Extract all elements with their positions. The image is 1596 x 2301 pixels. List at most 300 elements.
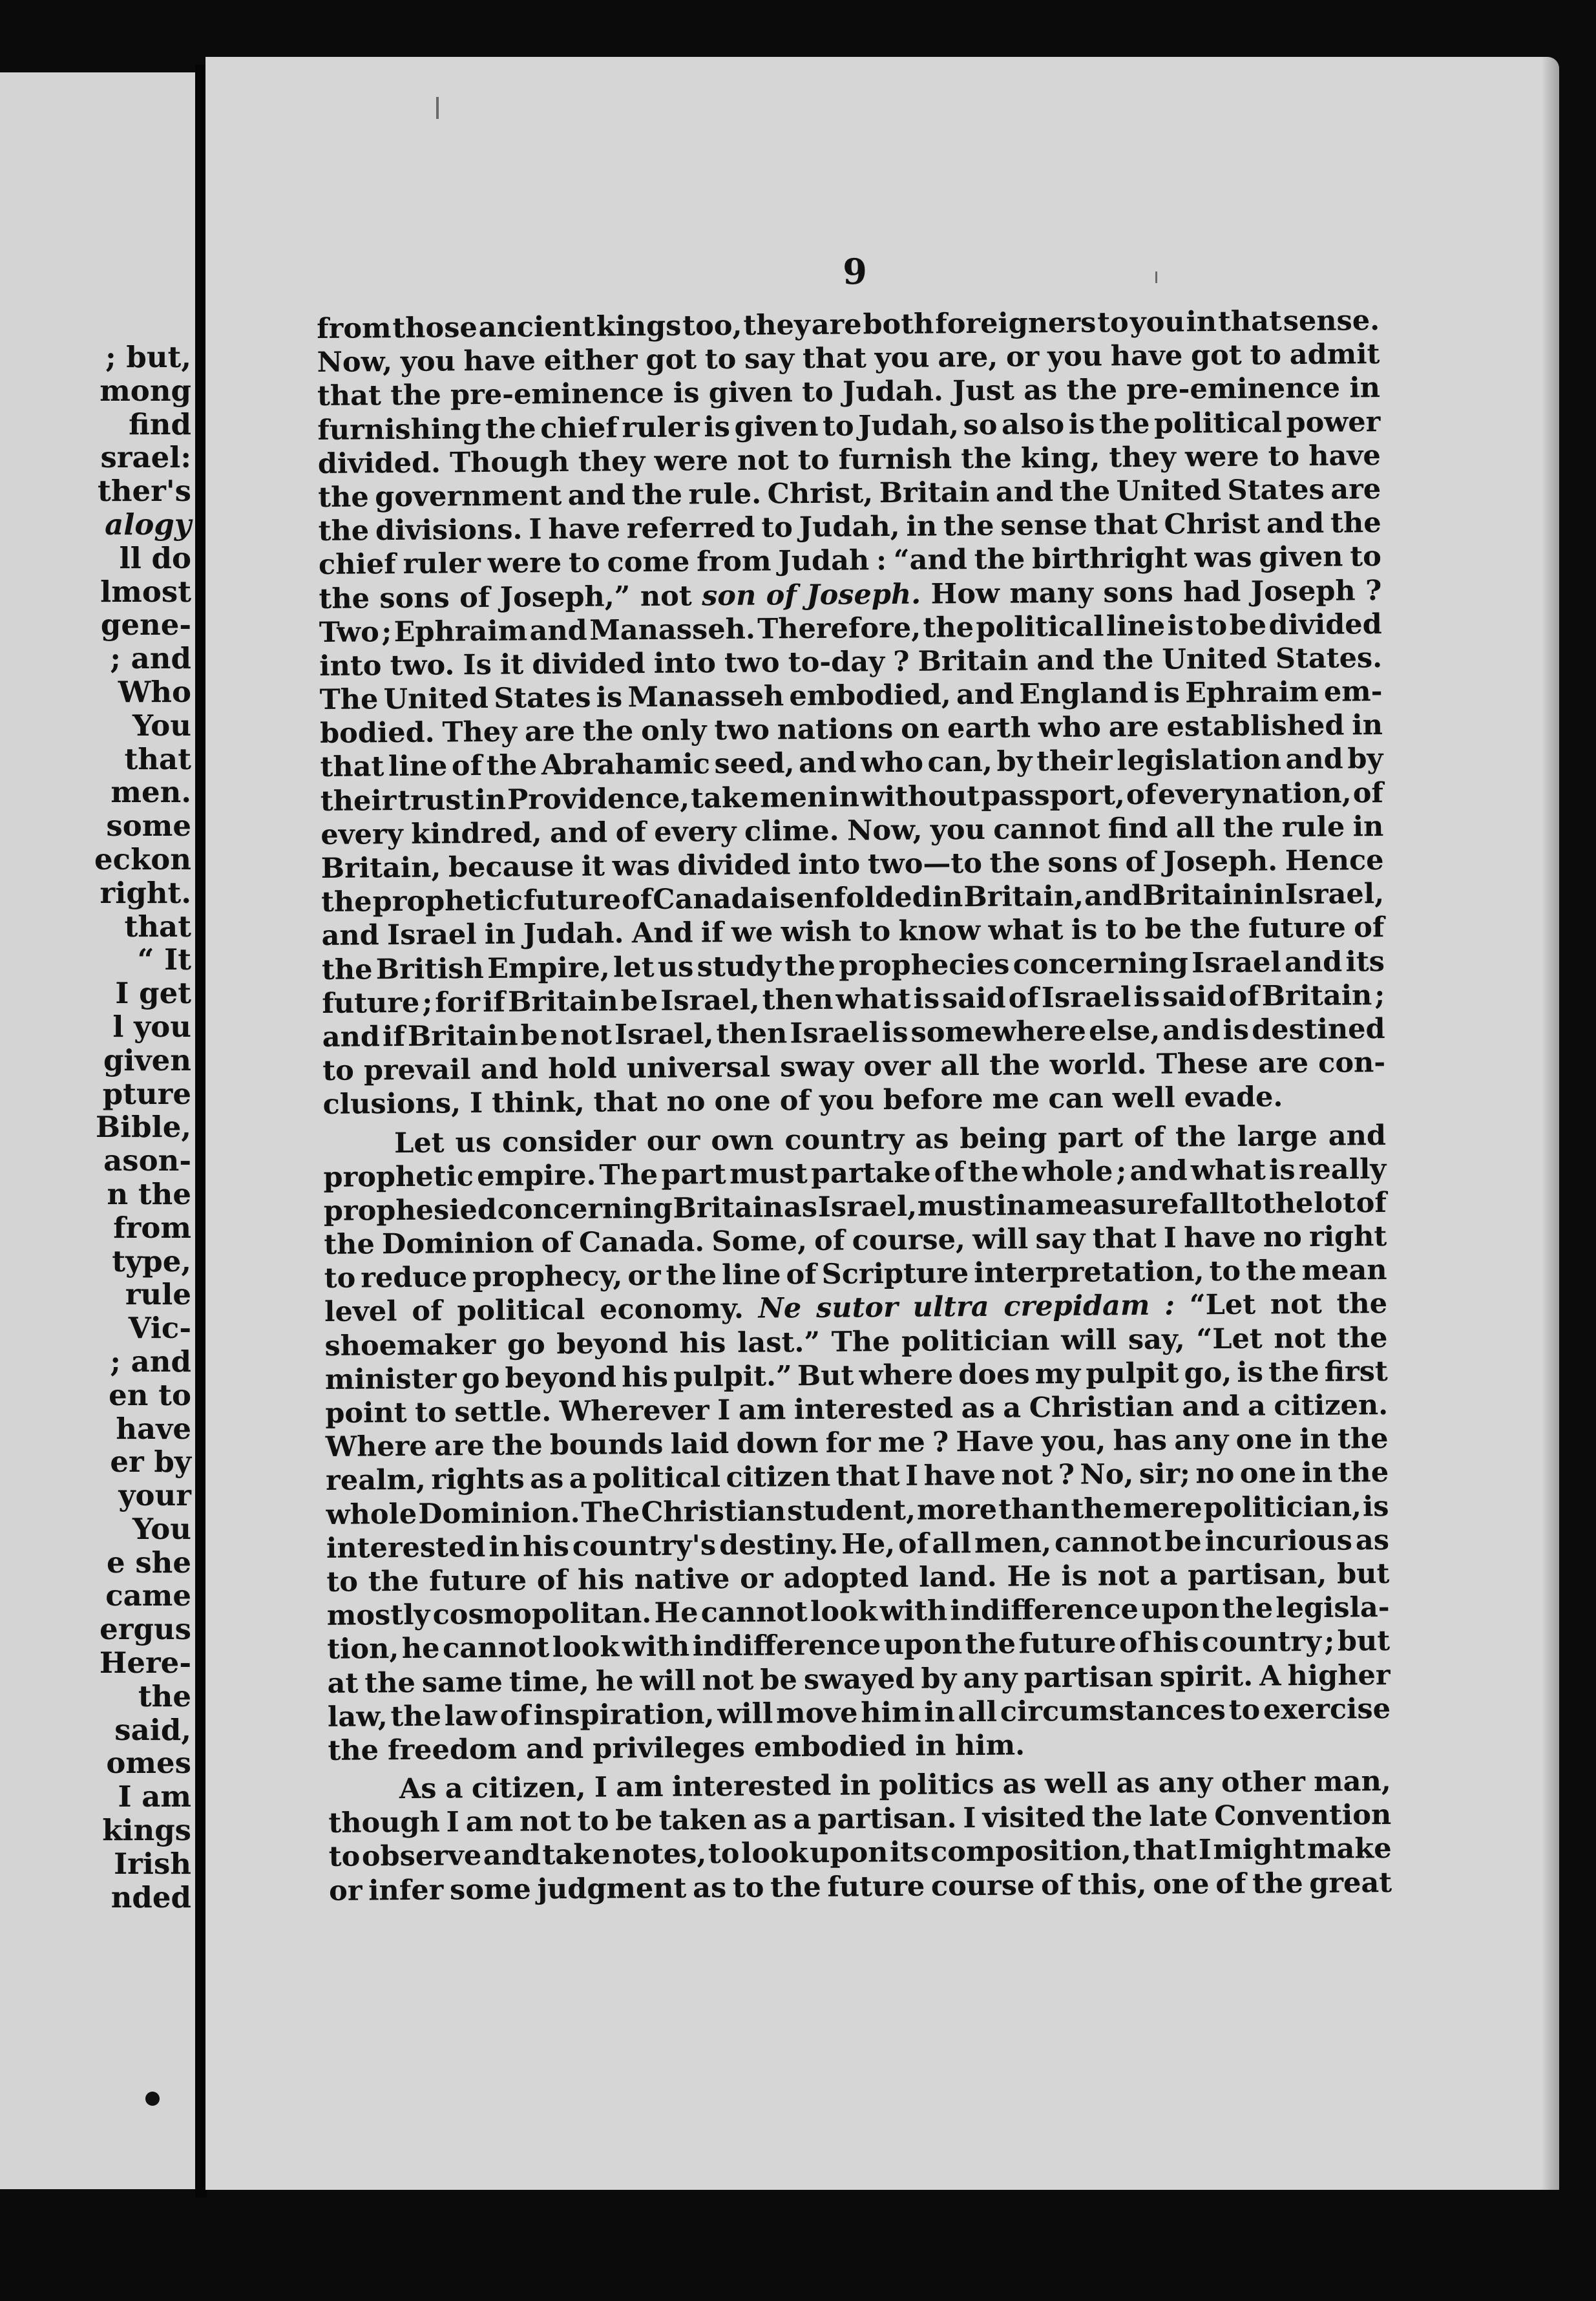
- word: divisions.: [375, 513, 523, 547]
- word: A: [1259, 1659, 1281, 1693]
- word: Israel: [790, 1017, 880, 1050]
- word: lot: [1313, 1187, 1356, 1220]
- word: cannot: [1054, 1525, 1162, 1559]
- word: move: [775, 1697, 858, 1730]
- word: cannot: [700, 1596, 808, 1629]
- word: were: [1184, 440, 1259, 474]
- word: you,: [1041, 1425, 1106, 1458]
- word: so: [963, 408, 998, 441]
- word: Two: [319, 615, 380, 649]
- left-page-line: mong: [100, 373, 191, 408]
- word: power: [1286, 405, 1381, 439]
- word: And: [631, 917, 693, 950]
- word: line: [388, 750, 448, 783]
- word: the: [1102, 643, 1154, 677]
- word: you: [930, 813, 986, 847]
- word: my: [1034, 1357, 1081, 1391]
- word: I: [717, 1394, 731, 1427]
- word: as: [915, 1122, 949, 1156]
- word: Britain: [879, 476, 990, 510]
- word: :: [1164, 1289, 1175, 1322]
- word: and: [483, 1839, 541, 1872]
- left-page-line: e she: [107, 1545, 191, 1580]
- word: no: [1195, 1458, 1235, 1490]
- word: of: [1040, 1869, 1072, 1902]
- word: and: [321, 919, 379, 953]
- word: adopted: [783, 1561, 909, 1595]
- word: if: [700, 917, 724, 949]
- word: :: [876, 544, 887, 577]
- word: native: [634, 1562, 730, 1596]
- word: Let: [394, 1126, 445, 1160]
- word: Joseph.: [1163, 845, 1278, 878]
- word: ;: [1116, 1154, 1127, 1188]
- word: of: [1008, 982, 1039, 1015]
- word: country's: [572, 1529, 717, 1563]
- word: can,: [927, 746, 993, 779]
- word: who: [860, 747, 924, 779]
- word: the: [486, 749, 538, 783]
- word: is: [1237, 1356, 1264, 1389]
- word: Joseph,”: [499, 580, 631, 614]
- left-page-line: l you: [112, 1009, 191, 1044]
- word: student,: [786, 1494, 916, 1527]
- left-page-line: alogy: [105, 507, 191, 542]
- word: established: [1166, 709, 1345, 743]
- word: many: [1009, 577, 1094, 610]
- word: politician,: [1203, 1490, 1362, 1524]
- word: all: [932, 1527, 972, 1560]
- word: sway: [780, 1050, 854, 1084]
- word: the: [1222, 1592, 1274, 1626]
- word: without: [860, 779, 980, 814]
- word: and: [1285, 743, 1343, 776]
- word: man,: [1313, 1765, 1391, 1799]
- word: and: [956, 678, 1014, 712]
- word: to: [801, 376, 834, 409]
- word: or: [739, 1562, 773, 1595]
- word: that: [802, 342, 867, 376]
- word: divided: [677, 849, 791, 882]
- word: Britain: [1261, 979, 1372, 1013]
- word: prophecies: [838, 948, 1010, 982]
- word: us: [657, 951, 694, 984]
- word: is: [913, 982, 940, 1015]
- word: country: [1201, 1626, 1322, 1659]
- word: the: [368, 1565, 419, 1598]
- left-page-line: Vic-: [128, 1311, 191, 1346]
- word: higher: [1287, 1659, 1391, 1692]
- word: pre-eminence: [450, 377, 664, 412]
- word: but: [1337, 1625, 1391, 1658]
- word: his: [621, 1361, 669, 1394]
- word: a: [793, 1803, 812, 1836]
- word: who: [1038, 711, 1102, 745]
- word: of: [1133, 1121, 1165, 1154]
- word: the: [318, 514, 370, 548]
- word: cosmopolitan.: [432, 1597, 652, 1631]
- word: are: [1330, 473, 1381, 506]
- word: that: [317, 379, 382, 413]
- word: find: [1108, 812, 1168, 845]
- word: freedom: [387, 1733, 518, 1767]
- word: is: [673, 377, 700, 410]
- left-page-line: pture: [102, 1076, 191, 1111]
- word: I: [469, 1087, 483, 1120]
- word: with: [879, 1595, 948, 1628]
- word: and: [1162, 1013, 1221, 1047]
- word: law,: [327, 1700, 388, 1734]
- word: to: [859, 915, 891, 948]
- word: to-day: [788, 645, 885, 679]
- word: Ephraim: [394, 615, 528, 648]
- word: and: [567, 479, 626, 512]
- left-page-line: ergus: [100, 1612, 191, 1647]
- word: and: [525, 1732, 584, 1766]
- word: no: [666, 1085, 706, 1119]
- word: you: [1129, 306, 1185, 339]
- word: future: [827, 1870, 925, 1903]
- word: Christ: [1164, 507, 1261, 541]
- left-page-line: gene-: [100, 608, 191, 642]
- word: enfolded: [795, 881, 932, 915]
- word: or: [627, 1260, 661, 1293]
- word: else,: [1088, 1014, 1160, 1048]
- word: notes,: [611, 1838, 707, 1871]
- left-page-line: from: [113, 1210, 191, 1245]
- word: and: [529, 614, 587, 648]
- word: and: [1182, 1390, 1240, 1423]
- word: then: [716, 1017, 788, 1051]
- word: before: [883, 1083, 983, 1117]
- word: divided.: [317, 447, 441, 480]
- word: a: [1003, 1392, 1022, 1425]
- word: of: [898, 1527, 929, 1560]
- word: Judah.: [523, 917, 624, 951]
- left-page-line: type,: [112, 1244, 191, 1278]
- page-speck: [1155, 271, 1157, 283]
- word: must: [729, 1157, 808, 1191]
- word: kindred,: [410, 817, 542, 851]
- word: destiny.: [719, 1528, 839, 1562]
- word: were: [654, 444, 729, 478]
- left-page-line: nded: [110, 1880, 191, 1914]
- word: part: [661, 1158, 727, 1191]
- left-page-text: [0, 341, 191, 1914]
- word: I: [446, 1806, 460, 1839]
- word: United: [1162, 642, 1267, 676]
- word: Israel: [1191, 946, 1281, 979]
- word: or: [328, 1874, 362, 1907]
- word: infer: [368, 1874, 444, 1907]
- word: consider: [501, 1125, 636, 1159]
- word: where: [859, 1359, 954, 1392]
- word: time,: [509, 1665, 590, 1699]
- word: whole: [326, 1498, 417, 1531]
- word: ;: [1324, 1626, 1335, 1659]
- word: it: [581, 850, 605, 883]
- word: was: [612, 849, 670, 883]
- word: other: [1221, 1766, 1306, 1799]
- word: tion,: [327, 1633, 399, 1666]
- word: and: [995, 475, 1054, 509]
- word: empire.: [476, 1159, 596, 1193]
- word: be: [520, 1019, 558, 1052]
- word: either: [543, 344, 638, 377]
- word: if: [482, 986, 506, 1019]
- word: Canada.: [578, 1225, 705, 1259]
- word: United: [1116, 474, 1222, 508]
- word: ultra: [912, 1291, 989, 1324]
- word: the: [1059, 475, 1111, 508]
- word: to: [1350, 540, 1382, 573]
- left-page-line: I get: [115, 976, 191, 1011]
- word: of: [766, 578, 797, 612]
- word: what: [988, 914, 1064, 948]
- word: is: [1268, 1153, 1296, 1187]
- word: into: [797, 848, 861, 882]
- left-page-line: lmost: [100, 574, 191, 609]
- word: his: [1152, 1626, 1199, 1660]
- word: the: [1268, 1355, 1319, 1389]
- word: economy.: [599, 1293, 744, 1327]
- word: to: [322, 1054, 354, 1088]
- word: the: [319, 582, 370, 615]
- word: what: [835, 982, 911, 1016]
- word: political: [1153, 406, 1283, 440]
- word: to: [761, 511, 793, 544]
- word: con-: [1318, 1046, 1386, 1079]
- word: Though: [449, 445, 569, 480]
- word: the: [390, 1700, 442, 1733]
- word: Have: [956, 1425, 1034, 1459]
- word: might: [1213, 1833, 1306, 1867]
- left-page-line: You: [132, 708, 191, 743]
- word: to: [1250, 339, 1282, 372]
- left-page-line: the: [138, 1679, 191, 1713]
- word: in: [839, 1769, 871, 1802]
- word: every: [654, 815, 737, 849]
- left-page-line: “ It: [137, 942, 191, 977]
- word: seed,: [714, 747, 795, 781]
- word: interpretation,: [973, 1255, 1204, 1290]
- word: to: [1097, 306, 1129, 339]
- word: late: [1148, 1800, 1208, 1834]
- word: Dominion: [381, 1227, 534, 1261]
- ink-dot: [145, 2092, 160, 2106]
- word: referred: [626, 511, 755, 546]
- word: concerning: [1013, 947, 1189, 981]
- word: prevail: [363, 1054, 471, 1087]
- word: ?: [893, 645, 910, 678]
- word: or: [1005, 341, 1040, 374]
- word: I: [1198, 1834, 1212, 1867]
- word: The: [599, 1158, 658, 1192]
- word: Ne: [758, 1292, 802, 1326]
- word: of: [1118, 1627, 1150, 1660]
- word: and: [480, 1053, 539, 1087]
- word: Scripture: [821, 1257, 969, 1291]
- word: Canada: [653, 882, 769, 917]
- word: two.: [390, 649, 455, 682]
- word: in: [915, 1730, 947, 1763]
- word: the: [321, 953, 373, 986]
- word: the: [1336, 1288, 1388, 1321]
- left-page-line: said,: [114, 1712, 191, 1747]
- left-page-line: find: [129, 407, 191, 441]
- word: the: [1252, 1867, 1303, 1900]
- word: that: [1133, 1834, 1197, 1867]
- word: the: [318, 481, 369, 514]
- word: settle.: [454, 1395, 552, 1429]
- word: their: [1036, 745, 1113, 778]
- left-page-line: given: [103, 1043, 191, 1077]
- word: that: [835, 1460, 900, 1494]
- word: is: [596, 681, 623, 714]
- word: interested: [326, 1531, 486, 1565]
- word: the: [1071, 1492, 1122, 1525]
- word: by: [921, 1662, 957, 1695]
- word: The: [319, 683, 379, 717]
- word: not: [1097, 1559, 1150, 1593]
- word: the: [485, 412, 536, 445]
- word: Israel: [1041, 981, 1131, 1014]
- word: beyond: [505, 1361, 617, 1395]
- word: will: [640, 1664, 696, 1697]
- word: law: [444, 1699, 498, 1733]
- word: will: [972, 1223, 1029, 1257]
- word: let: [613, 951, 655, 984]
- word: the: [943, 509, 994, 543]
- word: incurious: [1204, 1524, 1353, 1558]
- word: the: [989, 847, 1041, 880]
- word: line: [1106, 610, 1166, 643]
- word: given: [708, 376, 793, 410]
- word: say: [1035, 1222, 1086, 1256]
- word: and: [1328, 1119, 1387, 1152]
- left-page-line: Bible,: [96, 1110, 191, 1145]
- word: more: [916, 1493, 998, 1527]
- paragraph: [323, 1119, 1391, 1768]
- word: the: [364, 1666, 416, 1699]
- left-page-line: some: [106, 809, 191, 843]
- word: those: [392, 312, 478, 345]
- word: future: [322, 986, 420, 1020]
- word: as: [1024, 374, 1058, 407]
- left-page-line: your: [118, 1478, 191, 1513]
- word: “Let: [1196, 1322, 1263, 1355]
- word: the: [989, 1049, 1040, 1082]
- word: spirit.: [1159, 1660, 1254, 1693]
- word: legislation: [1117, 743, 1282, 778]
- word: the: [1337, 1423, 1389, 1456]
- word: composition,: [930, 1834, 1131, 1869]
- paragraph: [317, 304, 1386, 1121]
- word: can: [1048, 1082, 1104, 1116]
- word: and: [1266, 507, 1325, 540]
- word: to: [328, 1840, 361, 1874]
- word: politician: [901, 1324, 1050, 1358]
- word: one: [1153, 1867, 1210, 1901]
- left-page-line: right.: [100, 875, 191, 910]
- word: rule: [1281, 811, 1345, 844]
- word: are: [1108, 711, 1159, 744]
- word: be: [620, 984, 658, 1018]
- word: furnishing: [317, 412, 481, 447]
- word: But: [797, 1359, 854, 1393]
- word: in: [1301, 1457, 1333, 1490]
- word: in: [923, 1695, 955, 1729]
- word: is: [1153, 677, 1181, 710]
- word: Now,: [846, 814, 923, 847]
- word: Israel,: [817, 1190, 918, 1224]
- word: being: [960, 1121, 1047, 1155]
- left-page-line: n the: [107, 1176, 191, 1211]
- word: “Let: [1189, 1289, 1256, 1322]
- left-page-line: Here-: [99, 1646, 191, 1681]
- word: partake: [810, 1156, 931, 1190]
- word: make: [1307, 1832, 1392, 1866]
- word: is: [1362, 1490, 1389, 1523]
- word: future: [523, 884, 622, 917]
- word: to: [822, 410, 854, 443]
- left-page-line: en to: [109, 1377, 191, 1412]
- word: of: [1228, 980, 1259, 1013]
- word: course: [930, 1869, 1035, 1903]
- word: as: [783, 1191, 818, 1224]
- word: of: [1353, 911, 1385, 944]
- word: States.: [1275, 641, 1383, 675]
- word: Manasseh.: [589, 613, 756, 647]
- word: Britain: [918, 644, 1029, 678]
- word: ruler: [622, 410, 700, 444]
- word: you: [819, 1084, 875, 1118]
- word: I: [594, 1771, 608, 1804]
- word: must: [917, 1189, 996, 1223]
- word: have: [1183, 1221, 1256, 1255]
- word: shoemaker: [324, 1328, 496, 1363]
- word: Judah.: [842, 375, 944, 408]
- word: of: [499, 1699, 531, 1732]
- word: foreigners: [935, 306, 1097, 341]
- word: land.: [919, 1560, 997, 1594]
- word: destined: [1251, 1012, 1385, 1046]
- left-page-line: came: [105, 1578, 191, 1613]
- word: earth: [947, 712, 1031, 745]
- word: to: [577, 1805, 609, 1838]
- word: divided: [1268, 608, 1382, 642]
- word: are: [524, 716, 576, 748]
- word: two—to: [867, 847, 983, 881]
- word: States: [494, 681, 591, 715]
- word: be: [1229, 609, 1267, 642]
- word: part: [1058, 1121, 1124, 1154]
- word: He: [654, 1596, 698, 1630]
- word: partisan.: [817, 1802, 957, 1836]
- word: well: [1112, 1081, 1175, 1115]
- word: is: [1223, 1013, 1250, 1046]
- word: mere: [1122, 1491, 1202, 1525]
- word: king,: [1020, 441, 1100, 475]
- word: The: [831, 1325, 890, 1359]
- word: mean: [1301, 1254, 1387, 1288]
- word: upon: [883, 1628, 963, 1662]
- word: every: [320, 818, 403, 851]
- word: large: [1237, 1119, 1318, 1153]
- word: exercise: [1263, 1692, 1391, 1726]
- word: Britain: [407, 1019, 518, 1053]
- word: chief: [318, 548, 396, 582]
